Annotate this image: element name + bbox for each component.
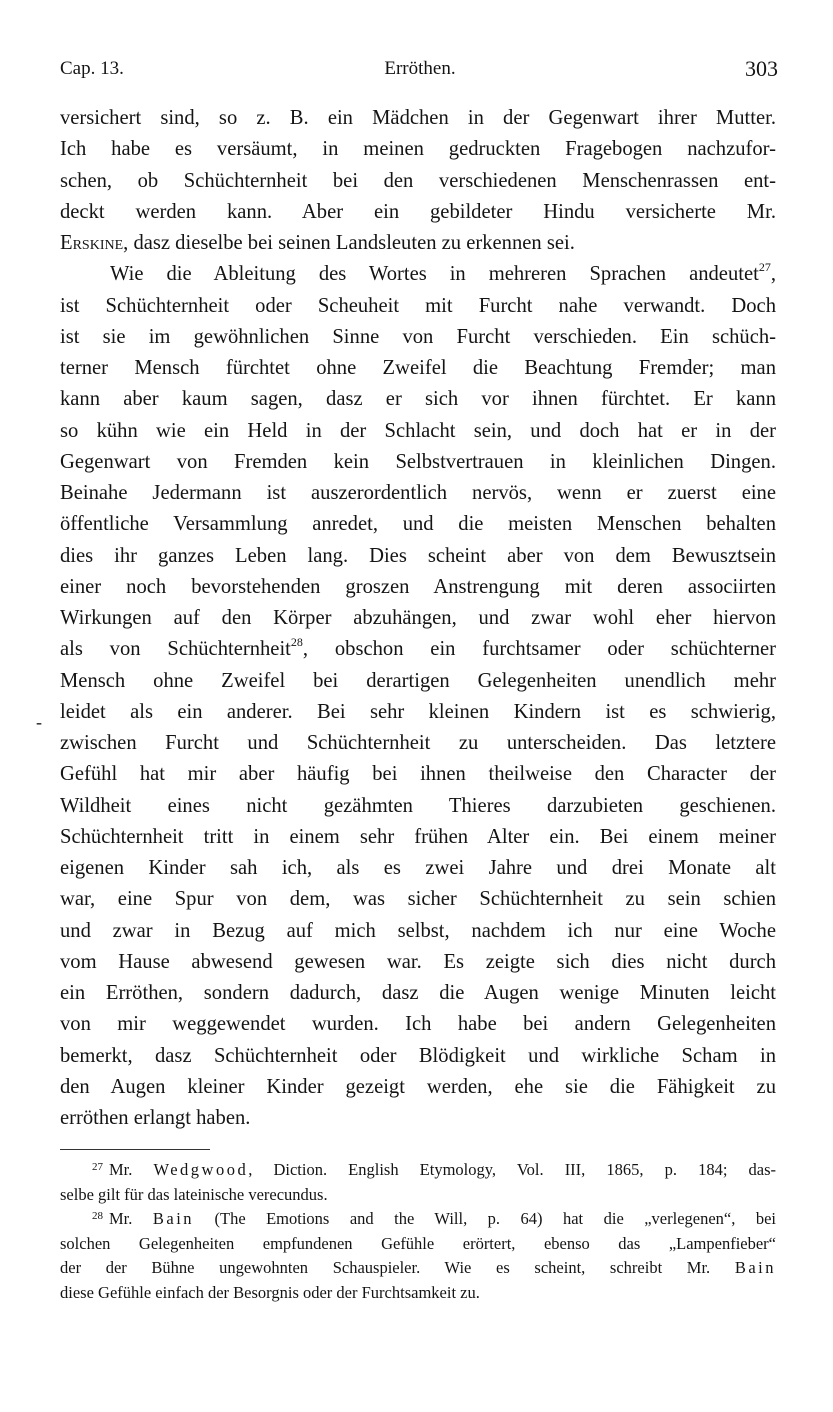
text-line: Schüchternheit tritt in einem sehr frühen Alter ein. Bei einem meiner bbox=[60, 825, 776, 848]
text-line: erröthen erlangt haben. bbox=[60, 1107, 251, 1129]
text-line: Wildheit eines nicht gezähmten Thieres darzubieten geschienen. bbox=[60, 794, 776, 817]
text-fragment: Mr. bbox=[109, 1160, 154, 1179]
text-line: öffentliche Versammlung anredet, und die meisten Menschen behalten bbox=[60, 513, 776, 536]
body-text bbox=[60, 103, 776, 1134]
text-line: den Augen kleiner Kinder gezeigt werden, ehe sie die Fähigkeit zu bbox=[60, 1075, 776, 1098]
page-number: 303 bbox=[745, 56, 778, 81]
text-line: Ich habe es versäumt, in meinen gedruckten Fragebogen nachzufor- bbox=[60, 138, 776, 161]
text-line: und zwar in Bezug auf mich selbst, nachdem ich nur eine Woche bbox=[60, 919, 776, 942]
text-line: Mensch ohne Zweifel bei derartigen Gelegenheiten unendlich mehr bbox=[60, 669, 776, 692]
footnote-line: diese Gefühle einfach der Besorgnis oder der Furchtsamkeit zu. bbox=[60, 1282, 480, 1302]
text-line bbox=[60, 228, 776, 259]
text-fragment: der der Bühne ungewohnten Schauspieler. Wie es scheint, schreibt Mr. bbox=[60, 1258, 735, 1278]
author-name: Bain bbox=[152, 1209, 195, 1229]
text-line: Wirkungen auf den Körper abzuhängen, und zwar wohl eher hiervon bbox=[60, 607, 776, 629]
margin-mark: - bbox=[36, 712, 42, 732]
footnote-line bbox=[60, 1158, 776, 1183]
text-line: vom Hause abwesend gewesen war. Es zeigte sich dies nicht durch bbox=[60, 950, 776, 973]
author-name: Bain bbox=[734, 1258, 776, 1278]
text-fragment: , dasz dieselbe bei seinen Landsleuten zu erkennen sei. bbox=[123, 232, 575, 254]
text-line: Beinahe Jedermann ist auszerordentlich nervös, wenn er zuerst eine bbox=[60, 482, 776, 504]
text-fragment: Mr. bbox=[109, 1209, 153, 1229]
text-line: war, eine Spur von dem, was sicher Schüchternheit zu sein schien bbox=[60, 888, 776, 911]
text-line: zwischen Furcht und Schüchternheit zu unterscheiden. Das letztere bbox=[60, 732, 776, 754]
text-line: versichert sind, so z. B. ein Mädchen in der Gegenwart ihrer Mutter. bbox=[60, 107, 776, 129]
text-line: kann aber kaum sagen, dasz er sich vor ihnen fürchtet. Er kann bbox=[60, 388, 776, 411]
footnote-number: 27 bbox=[92, 1161, 103, 1173]
text-line bbox=[60, 259, 776, 290]
chapter-label: Cap. 13. bbox=[60, 58, 124, 79]
text-fragment: als von Schüchternheit bbox=[60, 638, 291, 661]
text-line: ein Erröthen, sondern dadurch, dasz die Augen wenige Minuten leicht bbox=[60, 982, 776, 1004]
text-line: Gegenwart von Fremden kein Selbstvertrauen in kleinlichen Dingen. bbox=[60, 450, 776, 473]
footnote-line bbox=[60, 1207, 776, 1232]
text-line: terner Mensch fürchtet ohne Zweifel die Beachtung Fremder; man bbox=[60, 357, 776, 379]
text-line: so kühn wie ein Held in der Schlacht sein, und doch hat er in der bbox=[60, 419, 776, 442]
footnote-ref: 27 bbox=[758, 260, 771, 275]
footnote-line bbox=[60, 1256, 776, 1281]
footnotes bbox=[60, 1158, 776, 1306]
text-fragment: , bbox=[770, 263, 776, 286]
text-line: schen, ob Schüchternheit bei den verschiedenen Menschenrassen ent- bbox=[60, 169, 776, 192]
person-name: Erskine bbox=[60, 232, 124, 254]
footnote-line: solchen Gelegenheiten empfundenen Gefühle erörtert, ebenso das „Lampenfieber“ bbox=[60, 1233, 776, 1253]
text-fragment: , Diction. English Etymology, Vol. III, 1865, p. 184; das- bbox=[248, 1160, 776, 1179]
text-line: ist Schüchternheit oder Scheuheit mit Furcht nahe verwandt. Doch bbox=[60, 294, 776, 317]
footnote-line: selbe gilt für das lateinische verecundus. bbox=[60, 1184, 328, 1204]
text-line: einer noch bevorstehenden groszen Anstrengung mit deren associirten bbox=[60, 575, 776, 598]
text-line bbox=[60, 634, 776, 665]
text-line: Gefühl hat mir aber häufig bei ihnen theilweise den Character der bbox=[60, 763, 776, 786]
page-header bbox=[60, 58, 780, 88]
text-fragment: , obschon ein furchtsamer oder schüchterner bbox=[302, 638, 777, 661]
text-line: von mir weggewendet wurden. Ich habe bei andern Gelegenheiten bbox=[60, 1013, 776, 1036]
text-line: ist sie im gewöhnlichen Sinne von Furcht verschieden. Ein schüch- bbox=[60, 325, 776, 348]
running-title: Erröthen. bbox=[384, 58, 456, 79]
footnote-ref: 28 bbox=[290, 635, 303, 650]
footnote-number: 28 bbox=[92, 1210, 103, 1223]
author-name: Wedgwood bbox=[153, 1160, 249, 1179]
text-line: eigenen Kinder sah ich, als es zwei Jahre und drei Monate alt bbox=[60, 857, 776, 879]
text-line: leidet als ein anderer. Bei sehr kleinen Kindern ist es schwierig, bbox=[60, 700, 776, 723]
text-line: dies ihr ganzes Leben lang. Dies scheint aber von dem Bewusztsein bbox=[60, 544, 776, 567]
text-line: bemerkt, dasz Schüchternheit oder Blödigkeit und wirkliche Scham in bbox=[60, 1044, 776, 1067]
text-line: deckt werden kann. Aber ein gebildeter Hindu versicherte Mr. bbox=[60, 200, 776, 223]
footnote-divider bbox=[60, 1149, 210, 1150]
text-fragment: (The Emotions and the Will, p. 64) hat die „verlegenen“, bei bbox=[194, 1209, 776, 1229]
text-fragment: Wie die Ableitung des Wortes in mehreren Sprachen andeutet bbox=[110, 263, 759, 286]
